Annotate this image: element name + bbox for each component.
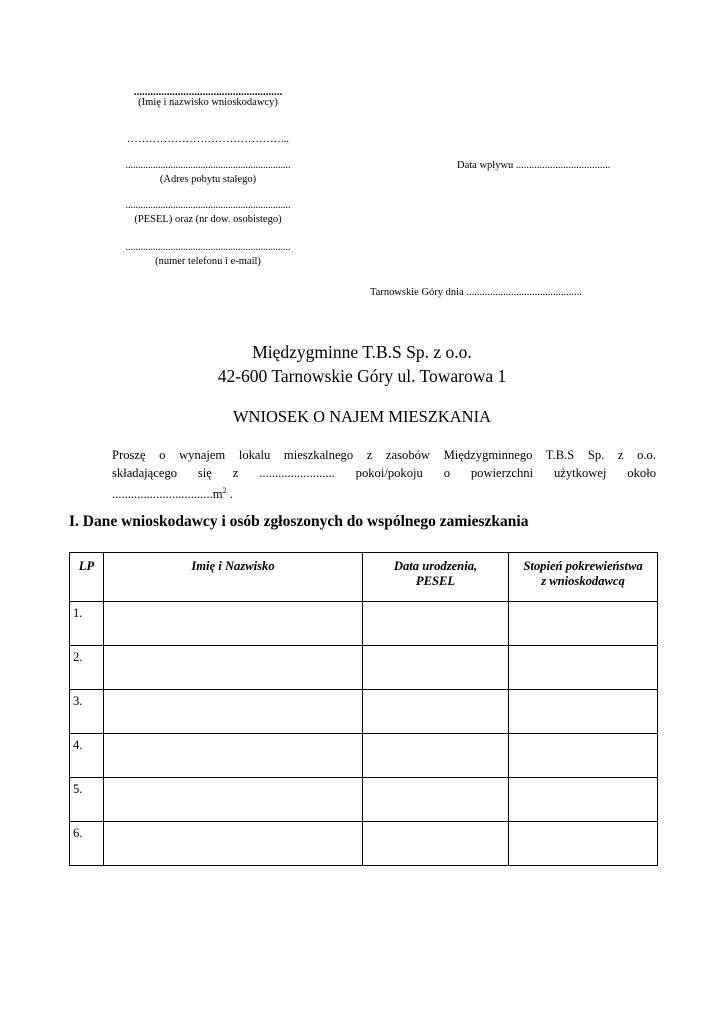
receipt-date: Data wpływu .................................... xyxy=(457,160,611,171)
pesel-field xyxy=(98,200,318,225)
relation-cell[interactable] xyxy=(509,602,658,646)
address-field xyxy=(98,160,318,185)
addressee-line-1: Międzygminne T.B.S Sp. z o.o. xyxy=(252,342,472,362)
request-line-3 xyxy=(112,482,656,503)
row-number: 3. xyxy=(70,690,104,734)
col-relation-line-2: z wnioskodawcą xyxy=(541,574,625,588)
place-date: Tarnowskie Góry dnia ............................................ xyxy=(370,287,582,298)
birth-cell[interactable] xyxy=(363,602,509,646)
relation-cell[interactable] xyxy=(509,778,658,822)
phone-dots: .................................................................. xyxy=(125,242,291,253)
name-cell[interactable] xyxy=(104,778,363,822)
birth-cell[interactable] xyxy=(363,778,509,822)
birth-cell[interactable] xyxy=(363,646,509,690)
phone-field xyxy=(98,242,318,267)
address-label: (Adres pobytu stałego) xyxy=(159,174,257,185)
row-number: 1. xyxy=(70,602,104,646)
relation-cell[interactable] xyxy=(509,690,658,734)
phone-label: (numer telefonu i e-mail) xyxy=(155,256,261,267)
col-name: Imię i Nazwisko xyxy=(104,553,363,602)
household-table xyxy=(69,552,658,866)
name-cell[interactable] xyxy=(104,822,363,866)
area-dots: ................................m xyxy=(112,487,223,502)
relation-cell[interactable] xyxy=(509,822,658,866)
row-number: 5. xyxy=(70,778,104,822)
table-header-row xyxy=(70,553,658,602)
pesel-label: (PESEL) oraz (nr dow. osobistego) xyxy=(134,214,282,225)
birth-cell[interactable] xyxy=(363,734,509,778)
col-birth-line-2: PESEL xyxy=(415,574,456,588)
table-row xyxy=(70,734,658,778)
col-lp: LP xyxy=(70,553,104,602)
request-line-1: Proszę o wynajem lokalu mieszkalnego z zasobów Międzygminnego T.B.S Sp. z o.o. xyxy=(112,448,656,462)
area-unit-sup: 2 xyxy=(222,486,227,495)
row-number: 6. xyxy=(70,822,104,866)
address-dots: .................................................................. xyxy=(125,160,291,171)
table-row xyxy=(70,602,658,646)
birth-cell[interactable] xyxy=(363,822,509,866)
name-cell[interactable] xyxy=(104,734,363,778)
section-heading: I. Dane wnioskodawcy i osób zgłoszonych do wspólnego zamieszkania xyxy=(69,513,529,530)
relation-cell[interactable] xyxy=(509,646,658,690)
applicant-name-dots: ...................................................... xyxy=(133,86,283,98)
applicant-name-label: (Imię i nazwisko wnioskodawcy) xyxy=(138,97,278,108)
col-relation xyxy=(509,553,658,602)
table-row xyxy=(70,822,658,866)
blank-line-field xyxy=(98,133,318,145)
birth-cell[interactable] xyxy=(363,690,509,734)
row-number: 4. xyxy=(70,734,104,778)
table-row xyxy=(70,646,658,690)
name-cell[interactable] xyxy=(104,602,363,646)
row-number: 2. xyxy=(70,646,104,690)
pesel-dots: .................................................................. xyxy=(125,200,291,211)
relation-cell[interactable] xyxy=(509,734,658,778)
addressee-line-2: 42-600 Tarnowskie Góry ul. Towarowa 1 xyxy=(217,366,507,386)
name-cell[interactable] xyxy=(104,646,363,690)
request-line-2: składającego się z ........................ pokoi/pokoju o powierzchni użytkowej około xyxy=(112,466,656,480)
request-paragraph xyxy=(112,446,656,503)
applicant-name-field xyxy=(98,86,318,108)
col-birth xyxy=(363,553,509,602)
blank-line-dots: ……………………………………... xyxy=(126,133,290,145)
col-relation-line-1: Stopień pokrewieństwa xyxy=(523,559,643,573)
table-row xyxy=(70,778,658,822)
area-end: . xyxy=(226,487,233,502)
document-title: WNIOSEK O NAJEM MIESZKANIA xyxy=(232,407,492,426)
name-cell[interactable] xyxy=(104,690,363,734)
col-birth-line-1: Data urodzenia, xyxy=(393,559,478,573)
table-row xyxy=(70,690,658,734)
